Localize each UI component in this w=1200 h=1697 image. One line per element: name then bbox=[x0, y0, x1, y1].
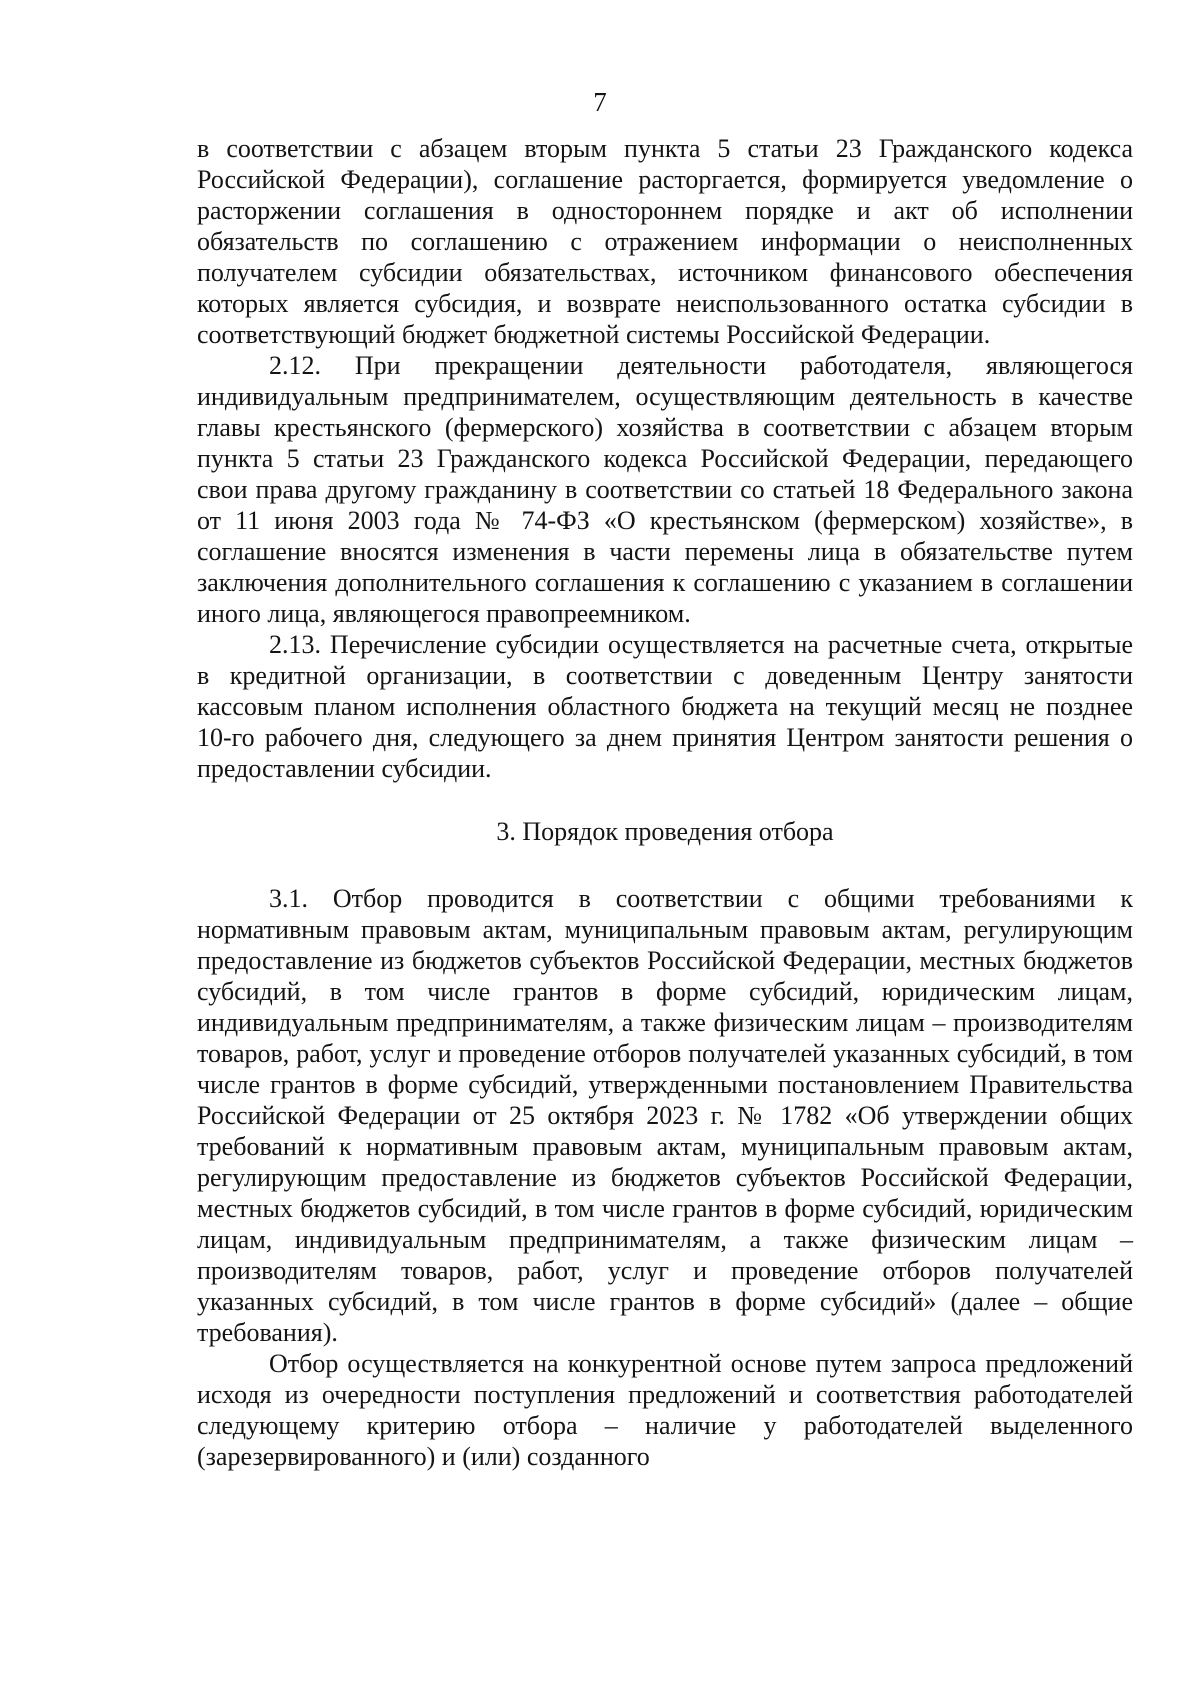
paragraph-continuation: в соответствии с абзацем вторым пункта 5 статьи 23 Гражданского кодекса Российской Федерации), соглашение расторгается, формируется уведомление о расторжении соглашения в одностороннем порядке и акт об исполнении обязательств по соглашению с отражением информации о неисполненных получателем субсидии обязательствах, источником финансового обеспечения которых является субсидия, и возврате неиспользованного остатка субсидии в соответствующий бюджет бюджетной системы Российской Федерации. bbox=[197, 134, 1133, 349]
paragraph-2-12: 2.12. При прекращении деятельности работодателя, являющегося индивидуальным предпринимателем, осуществляющим деятельность в качестве главы крестьянского (фермерского) хозяйства в соответствии с абзацем вторым пункта 5 статьи 23 Гражданского кодекса Российской Федерации, передающего свои права другому гражданину в соответствии со статьей 18 Федерального закона от 11 июня 2003 года № 74-ФЗ «О крестьянском (фермерском) хозяйстве», в соглашение вносятся изменения в части перемены лица в обязательстве путем заключения дополнительного соглашения к соглашению с указанием в соглашении иного лица, являющегося правопреемником. bbox=[197, 351, 1133, 628]
document-body bbox=[197, 133, 1133, 1472]
paragraph-3-1: 3.1. Отбор проводится в соответствии с общими требованиями к нормативным правовым актам, муниципальным правовым актам, регулирующим предоставление из бюджетов субъектов Российской Федерации, местных бюджетов субсидий, в том числе грантов в форме субсидий, юридическим лицам, индивидуальным предпринимателям, а также физическим лицам – производителям товаров, работ, услуг и проведение отборов получателей указанных субсидий, в том числе грантов в форме субсидий, утвержденными постановлением Правительства Российской Федерации от 25 октября 2023 г. № 1782 «Об утверждении общих требований к нормативным правовым актам, муниципальным правовым актам, регулирующим предоставление из бюджетов субъектов Российской Федерации, местных бюджетов субсидий, в том числе грантов в форме субсидий, юридическим лицам, индивидуальным предпринимателям, а также физическим лицам – производителям товаров, работ, услуг и проведение отборов получателей указанных субсидий, в том числе грантов в форме субсидий» (далее – общие требования). bbox=[197, 884, 1133, 1347]
paragraph-2-13: 2.13. Перечисление субсидии осуществляется на расчетные счета, открытые в кредитной организации, в соответствии с доведенным Центру занятости кассовым планом исполнения областного бюджета на текущий месяц не позднее 10-го рабочего дня, следующего за днем принятия Центром занятости решения о предоставлении субсидии. bbox=[197, 630, 1133, 783]
page-number: 7 bbox=[593, 87, 607, 117]
paragraph-selection: Отбор осуществляется на конкурентной основе путем запроса предложений исходя из очередности поступления предложений и соответствия работодателей следующему критерию отбора – наличие у работодателей выделенного (зарезервированного) и (или) созданного bbox=[197, 1349, 1133, 1471]
section-heading: 3. Порядок проведения отбора bbox=[496, 817, 834, 846]
